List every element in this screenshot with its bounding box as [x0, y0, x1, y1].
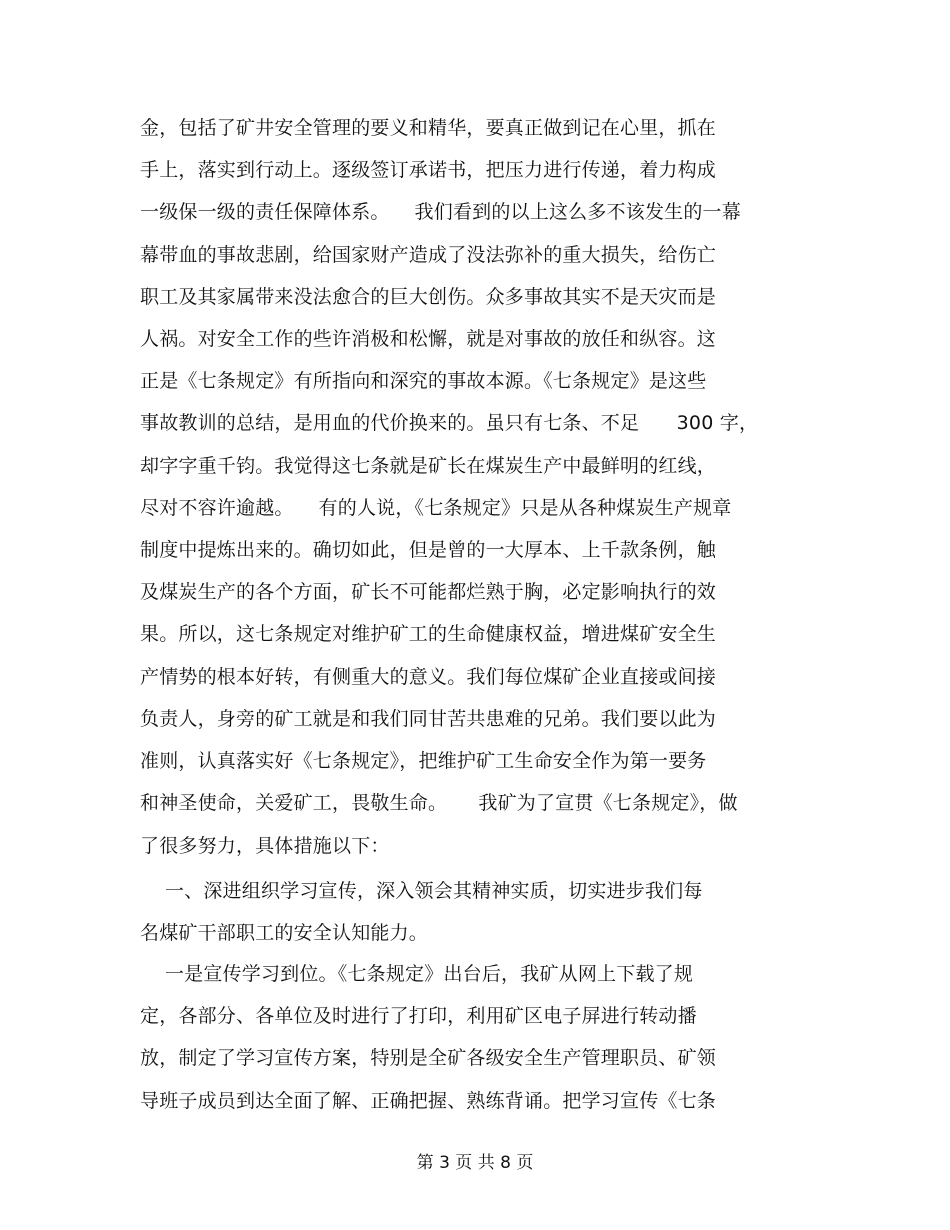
text-line: 却字字重千钧。我觉得这七条就是矿长在煤炭生产中最鲜明的红线，: [140, 455, 717, 477]
text-line: 产情势的根本好转，有侧重大的意义。我们每位煤矿企业直接或间接: [140, 666, 717, 688]
text-line: 定，各部分、各单位及时进行了打印，利用矿区电子屏进行转动播: [140, 1005, 697, 1027]
text-line: 金，包括了矿井安全管理的要义和精华，要真正做到记在心里，抓在: [140, 117, 717, 139]
text-line: 果。所以，这七条规定对维护矿工的生命健康权益，增进煤矿安全生: [140, 623, 717, 645]
text-line: 幕带血的事故悲剧，给国家财产造成了没法弥补的重大损失，给伤亡: [140, 244, 717, 266]
text-line: 名煤矿干部职工的安全认知能力。: [140, 922, 429, 944]
text-line: 一、深进组织学习宣传，深入领会其精神实质，切实进步我们每: [140, 880, 703, 902]
text-line: 一是宣传学习到位。《七条规定》出台后，我矿从网上下载了规: [140, 963, 694, 985]
text-line: 准则，认真落实好《七条规定》，把维护矿工生命安全作为第一要务: [140, 750, 707, 772]
text-line: 和神圣使命，关爱矿工，畏敬生命。 我矿为了宣贯《七条规定》，做: [140, 792, 738, 814]
text-line: 了很多努力，具体措施以下：: [140, 835, 390, 857]
text-line: 手上，落实到行动上。逐级签订承诺书，把压力进行传递，着力构成: [140, 159, 717, 181]
text-line: 事故教训的总结，是用血的代价换来的。虽只有七条、不足 300 字，: [140, 412, 759, 434]
page-number-footer: 第 3 页 共 8 页: [416, 1153, 534, 1173]
text-line: 放，制定了学习宣传方案，特别是全矿各级安全生产管理职员、矿领: [140, 1047, 717, 1069]
text-line: 负责人，身旁的矿工就是和我们同甘苦共患难的兄弟。我们要以此为: [140, 708, 717, 730]
text-line: 制度中提炼出来的。确切如此，但是曾的一大厚本、上千款条例，触: [140, 539, 717, 561]
text-line: 及煤炭生产的各个方面，矿长不可能都烂熟于胸，必定影响执行的效: [140, 581, 717, 603]
text-line: 导班子成员到达全面了解、正确把握、熟练背诵。把学习宣传《七条: [140, 1090, 717, 1112]
text-line: 尽对不容许逾越。 有的人说，《七条规定》只是从各种煤炭生产规章: [140, 497, 732, 519]
text-line: 人祸。对安全工作的些许消极和松懈，就是对事故的放任和纵容。这: [140, 328, 717, 350]
text-line: 职工及其家属带来没法愈合的巨大创伤。众多事故其实不是天灾而是: [140, 286, 717, 308]
text-line: 一级保一级的责任保障体系。 我们看到的以上这么多不该发生的一幕: [140, 201, 741, 223]
text-line: 正是《七条规定》有所指向和深究的事故本源。《七条规定》是这些: [140, 370, 707, 392]
